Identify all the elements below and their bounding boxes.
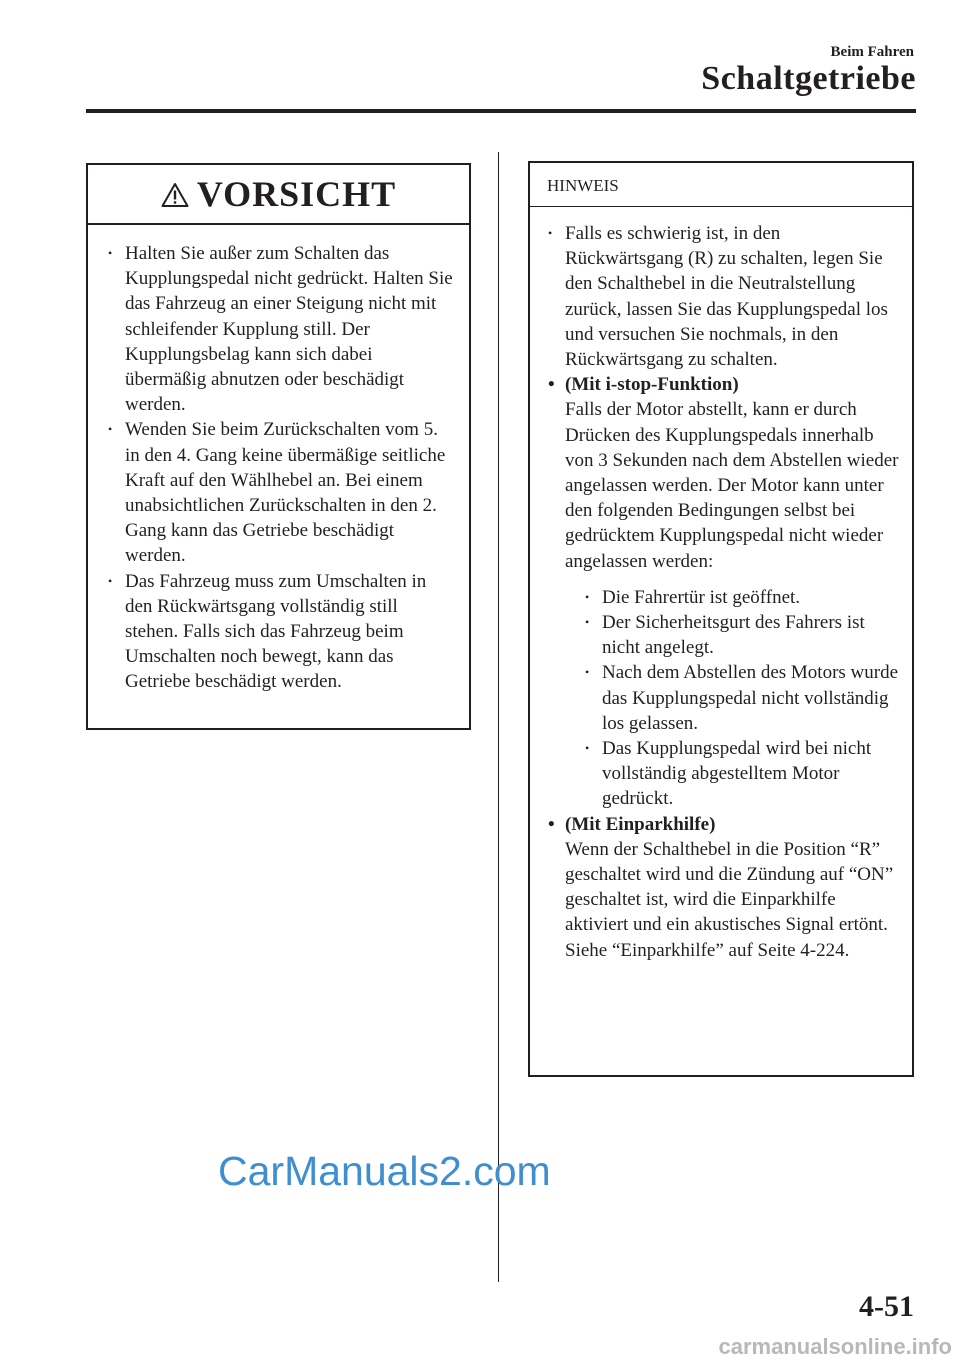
footer-site: carmanualsonline.info bbox=[718, 1334, 952, 1359]
note-sub-item: • Der Sicherheitsgurt des Fahrers ist nicht angelegt. bbox=[585, 610, 902, 660]
header-section-label: Beim Fahren bbox=[830, 44, 914, 60]
note-item-reference: Siehe “Einparkhilfe” auf Seite 4-224. bbox=[565, 939, 850, 961]
caution-header bbox=[88, 165, 469, 225]
note-sub-item: • Nach dem Abstellen des Motors wurde das Kupplungspedal nicht vollständig los gelassen. bbox=[585, 660, 902, 736]
note-item-parking-aid bbox=[548, 812, 902, 963]
page-number: 4-51 bbox=[859, 1290, 914, 1323]
note-item-i-stop bbox=[548, 372, 902, 811]
note-item-text: Falls der Motor abstellt, kann er durch Drücken des Kupplungspedals innerhalb von 3 Sekunden nach dem Abstellen wieder angelassen werden. Der Motor kann unter den folgenden Bedingungen selbst bei gedrücktem Kupplungspedal nicht wieder angelassen werden: bbox=[565, 399, 899, 572]
note-sub-item: • Die Fahrertür ist geöffnet. bbox=[585, 585, 902, 610]
column-divider bbox=[498, 152, 499, 1282]
note-list bbox=[530, 221, 912, 963]
note-box bbox=[528, 161, 914, 1077]
page-title: Schaltgetriebe bbox=[701, 60, 916, 97]
caution-item: • Wenden Sie beim Zurückschalten vom 5. in den 4. Gang keine übermäßige seitliche Kraft auf den Wählhebel an. Bei einem unabsichtlichen Zurückschalten in den 2. Gang kann das Getriebe beschädigt werden. bbox=[108, 417, 455, 568]
header-rule bbox=[86, 109, 916, 113]
caution-item: • Das Fahrzeug muss zum Umschalten in den Rückwärtsgang vollständig still stehen. Falls sich das Fahrzeug beim Umschalten noch bewegt, kann das Getriebe beschädigt werden. bbox=[108, 569, 455, 695]
note-item-heading: • (Mit Einparkhilfe) bbox=[565, 813, 716, 835]
note-item-heading: • (Mit i-stop-Funktion) bbox=[565, 374, 739, 396]
watermark: CarManuals2.com bbox=[218, 1148, 551, 1194]
caution-title: VORSICHT bbox=[196, 174, 397, 214]
caution-item: • Halten Sie außer zum Schalten das Kupplungspedal nicht gedrückt. Halten Sie das Fahrzeug an einer Steigung nicht mit schleifender Kupplung still. Der Kupplungsbelag kann sich dabei übermäßig abnutzen oder beschädigt werden. bbox=[108, 241, 455, 417]
note-sub-list bbox=[565, 585, 902, 812]
note-sub-item: • Das Kupplungspedal wird bei nicht vollständig abgestelltem Motor gedrückt. bbox=[585, 736, 902, 812]
caution-list bbox=[88, 241, 469, 695]
caution-box bbox=[86, 163, 471, 730]
note-header: HINWEIS bbox=[530, 163, 912, 207]
note-item: • Falls es schwierig ist, in den Rückwärtsgang (R) zu schalten, legen Sie den Schalthebel in die Neutralstellung zurück, lassen Sie das Kupplungspedal los und versuchen Sie nochmals, in den Rückwärtsgang zu schalten. bbox=[548, 221, 902, 372]
warning-triangle-icon bbox=[161, 182, 189, 208]
note-item-text: Wenn der Schalthebel in die Position “R” geschaltet wird und die Zündung auf “ON” geschaltet ist, wird die Einparkhilfe aktiviert und ein akustisches Signal ertönt. bbox=[565, 838, 894, 936]
